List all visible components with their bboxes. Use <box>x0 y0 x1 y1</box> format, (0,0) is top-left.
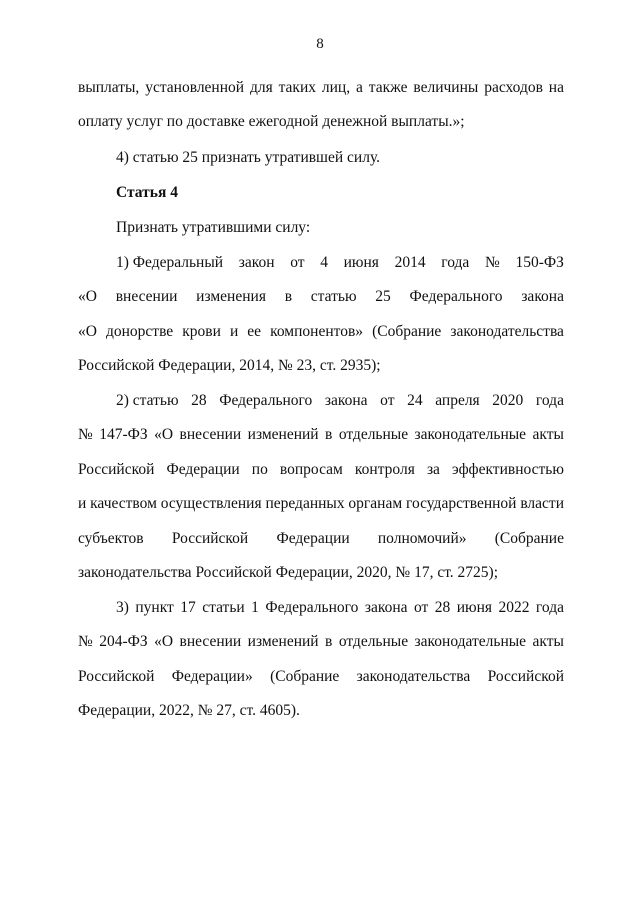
word: установленной <box>145 79 245 96</box>
word: статьи <box>202 599 245 616</box>
text-line-15: законодательства Российской Федерации, 2020, № 17, ст. 2725); <box>78 564 499 581</box>
text-line-3: 4) статью 25 признать утратившей силу. <box>116 149 381 166</box>
word: осуществления <box>160 495 262 512</box>
word: органам <box>348 495 403 512</box>
word: 3) <box>116 599 129 616</box>
text-line-10 <box>116 391 564 411</box>
word: в <box>284 288 293 305</box>
word: 28 <box>191 392 207 409</box>
word: качеством <box>90 495 157 512</box>
word: в <box>325 426 333 443</box>
word: 204-ФЗ <box>99 633 148 650</box>
word: Российской <box>171 530 249 547</box>
word: и <box>78 495 87 512</box>
word: июня <box>456 599 493 616</box>
word: Федерального <box>265 599 359 616</box>
word: законодательства <box>356 668 471 685</box>
text-line-11 <box>78 425 564 445</box>
word: Федерального <box>219 392 313 409</box>
text-line-13 <box>78 494 564 514</box>
word: акты <box>532 426 564 443</box>
word: Федерального <box>409 288 503 305</box>
word: эффективностью <box>452 461 564 478</box>
text-line-17 <box>78 632 564 652</box>
word: также <box>368 79 408 96</box>
text-line-8 <box>78 322 564 342</box>
word: от <box>380 392 395 409</box>
word: пункт <box>135 599 174 616</box>
word: величины <box>413 79 479 96</box>
article-heading: Статья 4 <box>116 184 178 201</box>
word: «О <box>154 633 174 650</box>
word: субъектов <box>78 530 144 547</box>
text-line-1 <box>78 78 564 98</box>
word: 150-ФЗ <box>515 254 564 271</box>
word: переданных <box>265 495 345 512</box>
word: 24 <box>407 392 423 409</box>
word: законодательные <box>414 426 527 443</box>
word: акты <box>532 633 564 650</box>
text-line-18 <box>78 667 564 687</box>
word: (Собрание <box>372 323 442 340</box>
word: 2022 <box>498 599 530 616</box>
word: таких <box>278 79 317 96</box>
text-line-7 <box>78 287 564 307</box>
word: законодательные <box>414 633 527 650</box>
word: законодательства <box>450 323 564 340</box>
text-line-6 <box>116 253 564 273</box>
word: компонентов» <box>270 323 364 340</box>
word: отдельные <box>338 426 409 443</box>
word: 2014 <box>394 254 426 271</box>
word: ее <box>247 323 262 340</box>
word: № <box>78 633 93 650</box>
word: закона <box>521 288 564 305</box>
word: Российской <box>78 668 155 685</box>
word: закона <box>324 392 368 409</box>
word: года <box>441 254 470 271</box>
text-line-9: Российской Федерации, 2014, № 23, ст. 2935); <box>78 357 381 374</box>
text-line-5: Признать утратившими силу: <box>116 219 311 236</box>
word: «О <box>78 288 97 305</box>
word: 25 <box>375 288 391 305</box>
word: закон <box>238 254 275 271</box>
word: внесении <box>179 633 242 650</box>
word: 1) Федеральный <box>116 254 224 271</box>
word: «О <box>78 323 97 340</box>
word: расходов <box>484 79 543 96</box>
word: на <box>548 79 564 96</box>
word: донорстве <box>106 323 174 340</box>
word: (Собрание <box>270 668 340 685</box>
word: власти <box>520 495 564 512</box>
word: лиц, <box>321 79 351 96</box>
text-line-19: Федерации, 2022, № 27, ст. 4605). <box>78 702 300 719</box>
word: Федерации <box>166 461 240 478</box>
word: (Собрание <box>494 530 564 547</box>
word: июня <box>343 254 379 271</box>
word: а <box>355 79 363 96</box>
word: статью <box>310 288 357 305</box>
word: года <box>535 599 564 616</box>
word: отдельные <box>338 633 409 650</box>
word: апреля <box>435 392 480 409</box>
word: 147-ФЗ <box>99 426 148 443</box>
word: Российской <box>78 461 155 478</box>
word: изменений <box>247 426 319 443</box>
word: за <box>426 461 440 478</box>
text-line-2: оплату услуг по доставке ежегодной денежной выплаты.»; <box>78 113 465 130</box>
page-number: 8 <box>316 36 324 52</box>
word: и <box>229 323 239 340</box>
word: года <box>535 392 564 409</box>
word: 1 <box>251 599 259 616</box>
word: для <box>249 79 273 96</box>
word: Российской <box>487 668 564 685</box>
word: в <box>325 633 333 650</box>
word: 4 <box>320 254 328 271</box>
word: контроля <box>354 461 415 478</box>
word: 17 <box>180 599 196 616</box>
word: Федерации» <box>171 668 253 685</box>
word: крови <box>182 323 221 340</box>
word: изменений <box>247 633 319 650</box>
word: Федерации <box>276 530 350 547</box>
word: полномочий» <box>377 530 467 547</box>
word: от <box>290 254 305 271</box>
text-line-12 <box>78 460 564 480</box>
word: внесении <box>179 426 242 443</box>
word: закона <box>364 599 408 616</box>
word: 2) статью <box>116 392 179 409</box>
word: вопросам <box>279 461 343 478</box>
word: № <box>484 254 500 271</box>
word: внесении <box>115 288 178 305</box>
word: по <box>251 461 268 478</box>
text-line-16 <box>116 598 564 618</box>
word: 28 <box>434 599 451 616</box>
word: № <box>78 426 93 443</box>
text-line-14 <box>78 529 564 549</box>
word: выплаты, <box>78 79 140 96</box>
word: изменения <box>196 288 266 305</box>
word: государственной <box>406 495 517 512</box>
word: 2020 <box>492 392 524 409</box>
word: от <box>413 599 429 616</box>
word: «О <box>154 426 174 443</box>
